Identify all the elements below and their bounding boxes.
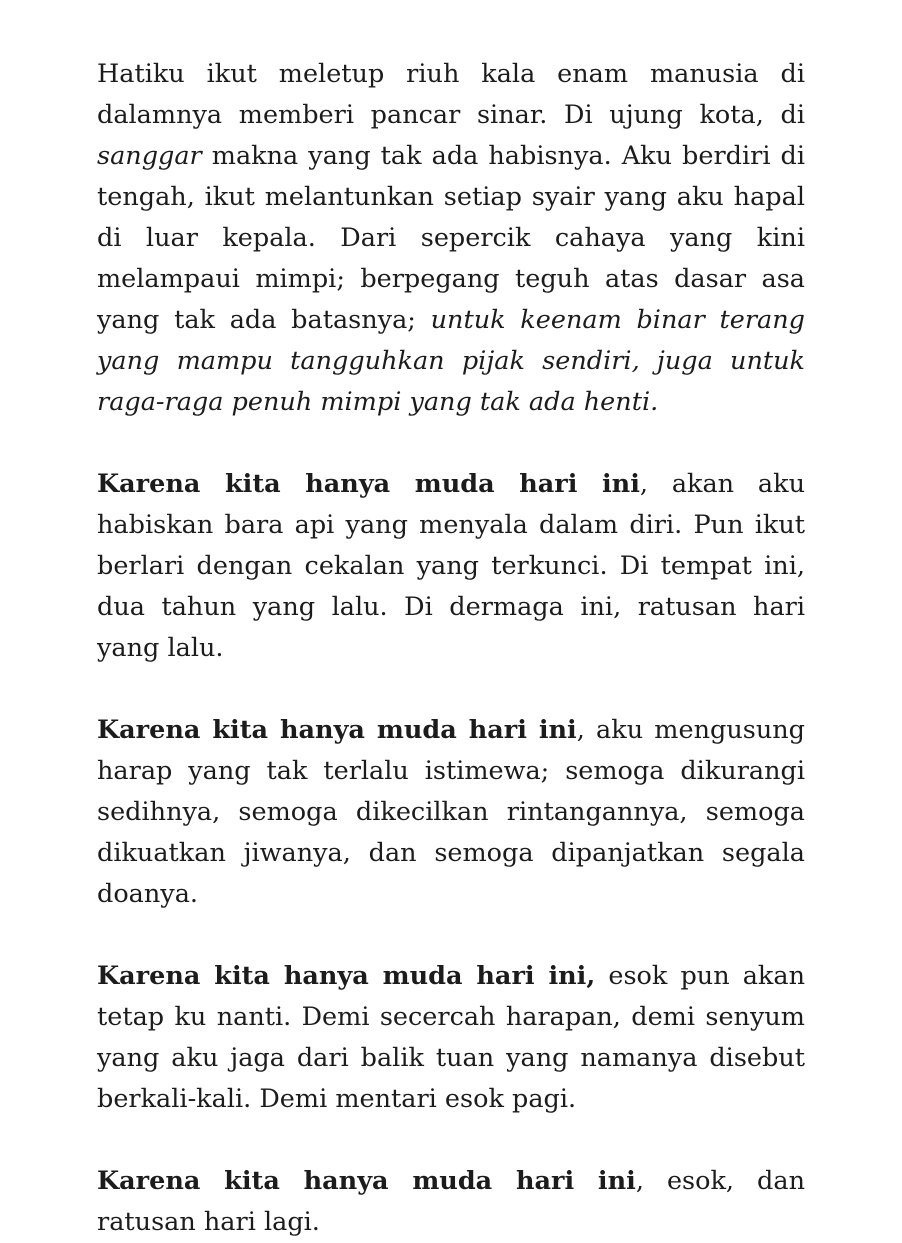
text-run: , akan aku habiskan bara api yang menyala dalam diri. Pun ikut berlari dengan cekalan yang terkunci. Di tempat ini, dua tahun yang lalu. Di dermaga ini, ratusan hari yang lalu. [97, 469, 805, 663]
bold-lead-phrase: Karena kita hanya muda hari ini [97, 469, 640, 499]
paragraph-3 [97, 710, 805, 915]
italic-text-run: untuk keenam binar terang yang mampu tangguhkan pijak sendiri, juga untuk raga-raga penuh mimpi yang tak ada henti. [97, 305, 805, 417]
text-run: esok pun akan tetap ku nanti. Demi secercah harapan, demi senyum yang aku jaga dari balik tuan yang namanya disebut berkali-kali. Demi mentari esok pagi. [97, 961, 805, 1114]
paragraph-5 [97, 1161, 805, 1243]
paragraph-4 [97, 956, 805, 1120]
document-body [97, 54, 805, 1243]
italic-text-run: sanggar [97, 141, 202, 171]
paragraph-1 [97, 54, 805, 423]
text-run: makna yang tak ada habisnya. Aku berdiri di tengah, ikut melantunkan setiap syair yang aku hapal di luar kepala. Dari sepercik cahaya yang kini melampaui mimpi; berpegang teguh atas dasar asa yang tak ada batasnya; [97, 141, 805, 335]
bold-lead-phrase: Karena kita hanya muda hari ini [97, 715, 577, 745]
text-run: , esok, dan ratusan hari lagi. [97, 1166, 805, 1237]
text-run: , aku mengusung harap yang tak terlalu istimewa; semoga dikurangi sedihnya, semoga dikecilkan rintangannya, semoga dikuatkan jiwanya, dan semoga dipanjatkan segala doanya. [97, 715, 805, 909]
bold-lead-phrase: Karena kita hanya muda hari ini [97, 1166, 636, 1196]
text-run: Hatiku ikut meletup riuh kala enam manusia di dalamnya memberi pancar sinar. Di ujung kota, di [97, 59, 805, 130]
bold-lead-phrase: Karena kita hanya muda hari ini, [97, 961, 596, 991]
paragraph-2 [97, 464, 805, 669]
